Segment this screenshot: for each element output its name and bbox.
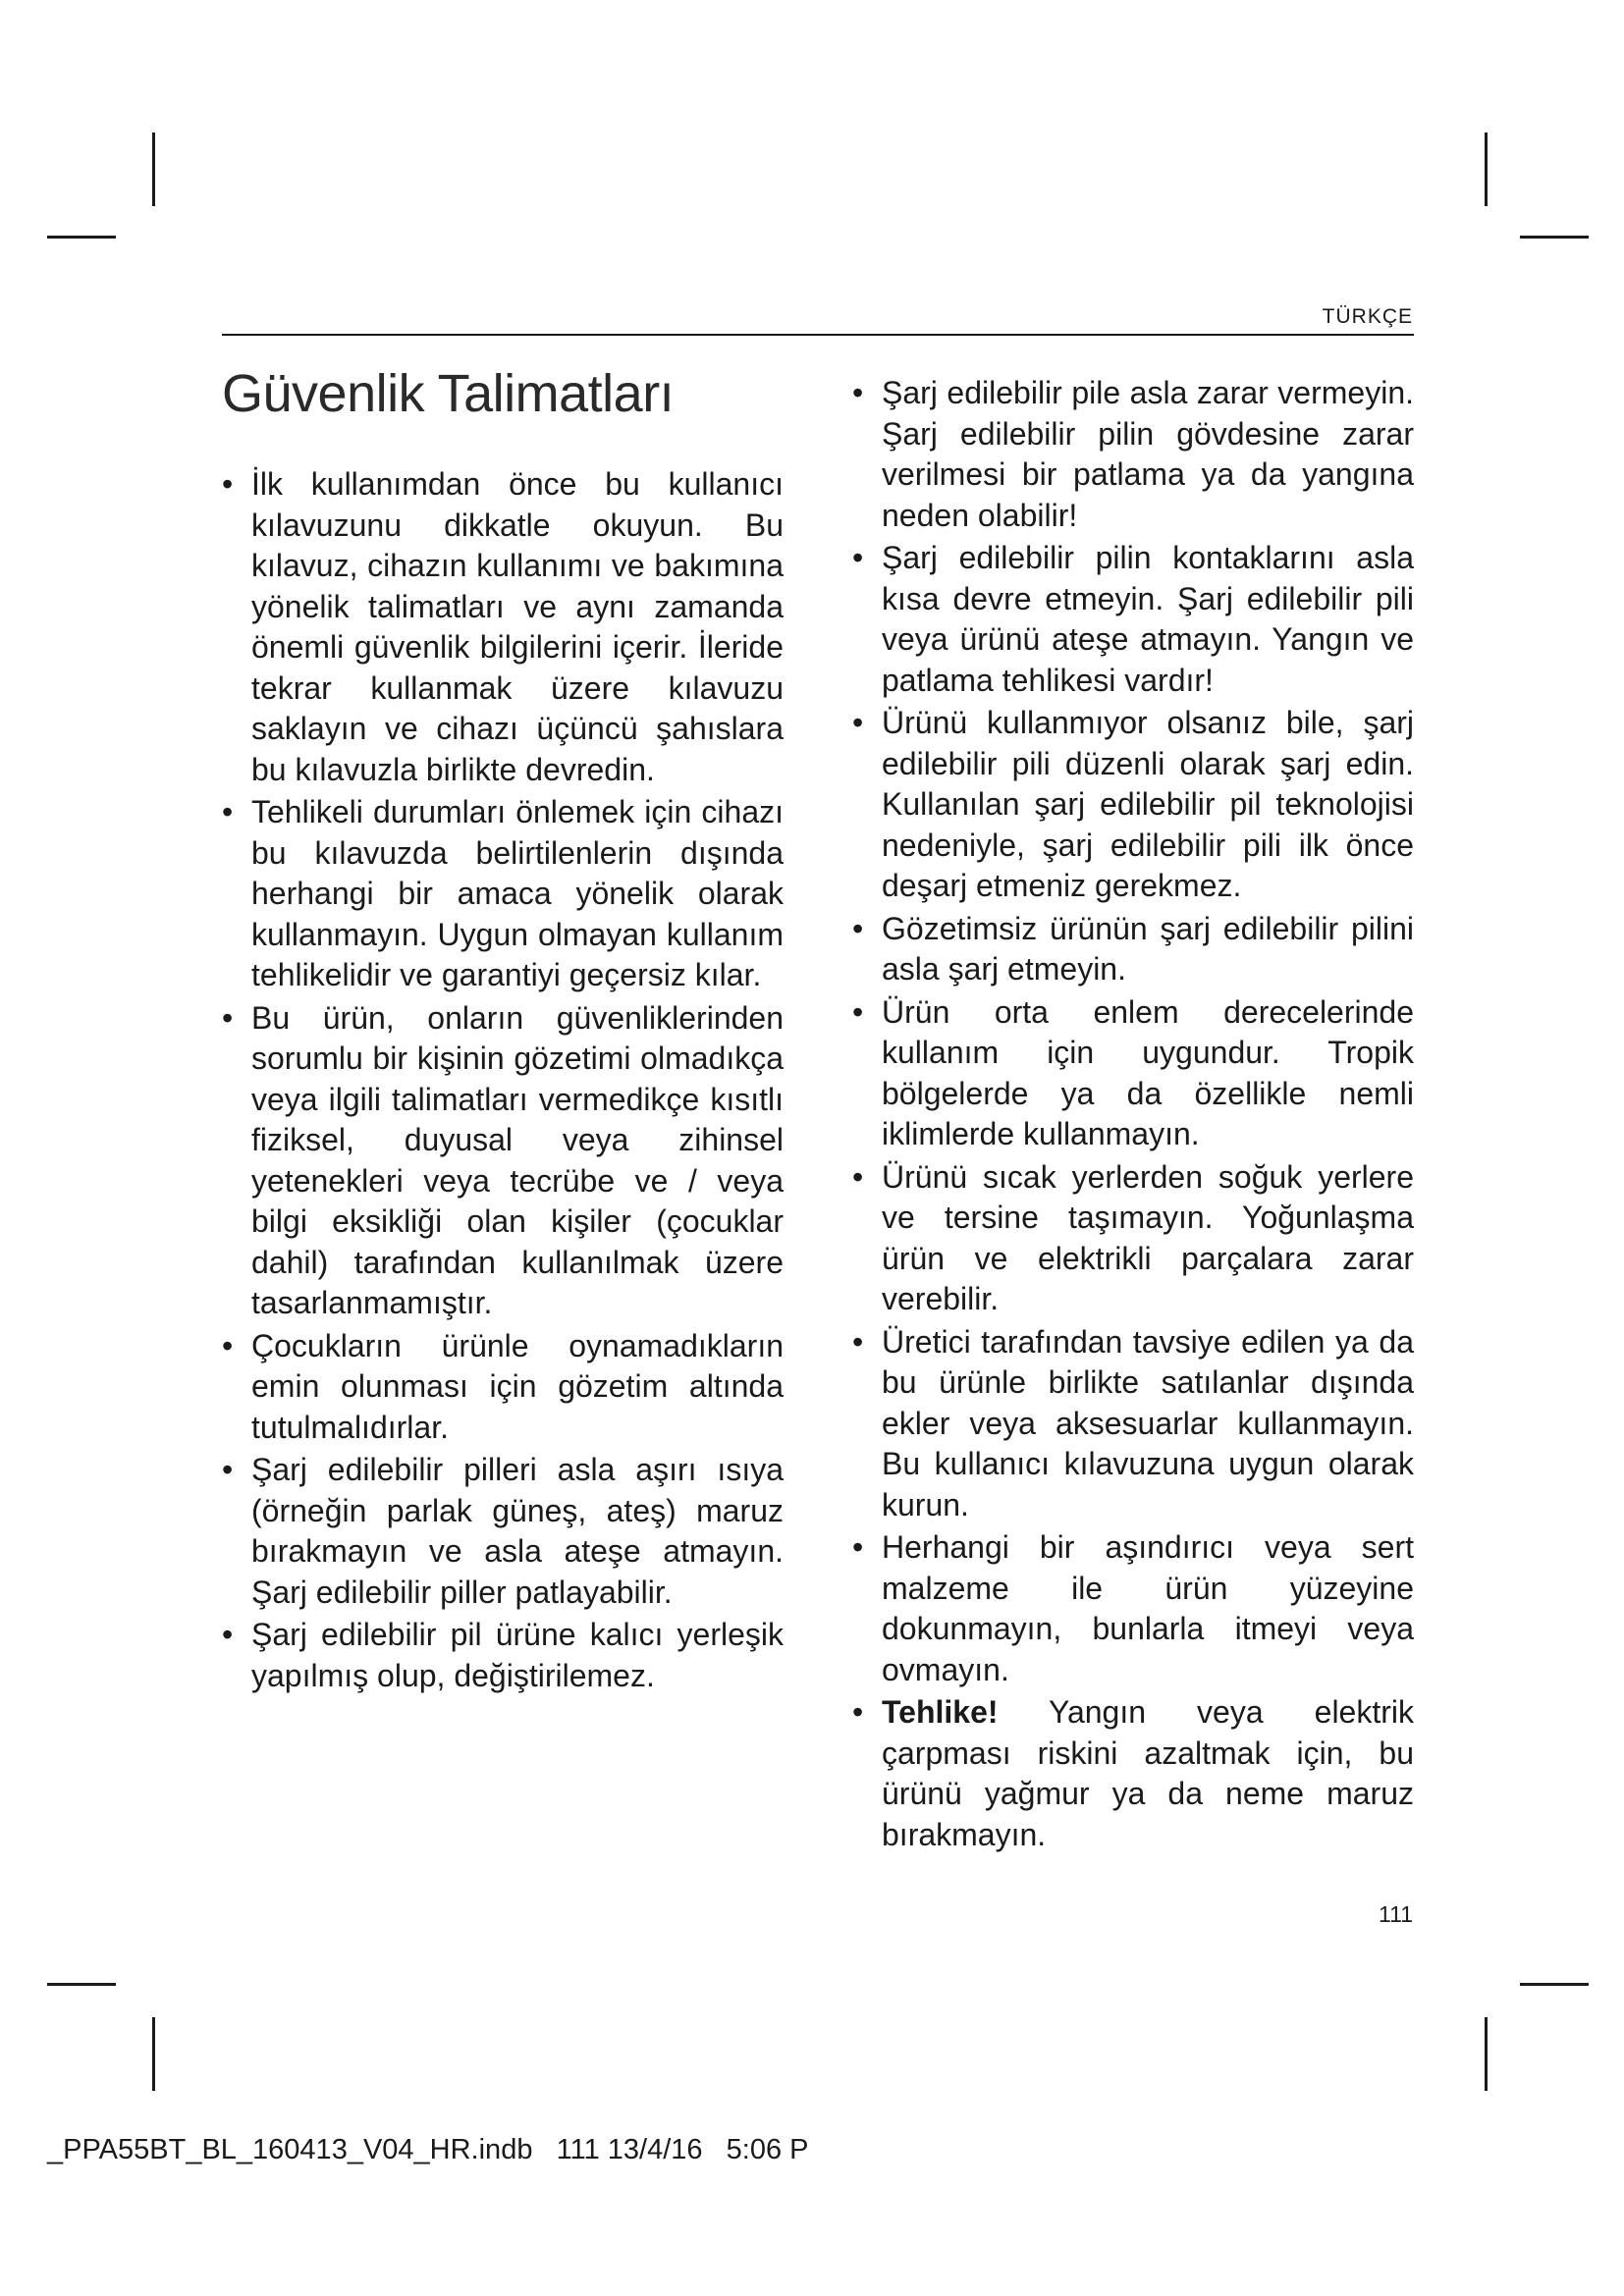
bullet-icon: • (222, 1617, 234, 1652)
bullet-icon: • (852, 1323, 864, 1360)
list-item (852, 703, 1414, 907)
list-item (852, 909, 1414, 990)
crop-mark-bottom-left-vertical (152, 2017, 155, 2091)
list-item-text: Çocukların ürünle oynamadıkların emin olunması için gözetim altında tutulmalıdırlar. (251, 1327, 784, 1445)
bullet-icon: • (852, 1694, 864, 1730)
list-item (222, 464, 784, 790)
crop-mark-top-right-horizontal (1520, 236, 1589, 239)
list-item (852, 1527, 1414, 1690)
bullet-icon: • (852, 705, 864, 740)
list-item (222, 792, 784, 996)
list-item-text: Ürünü sıcak yerlerden soğuk yerlere ve tersine taşımayın. Yoğunlaşma ürün ve elektrikli parçalara zarar verebilir. (882, 1158, 1414, 1316)
bullet-icon: • (222, 794, 234, 829)
header-rule (222, 334, 1414, 336)
list-item (222, 1450, 784, 1613)
crop-mark-top-left-vertical (152, 133, 155, 206)
crop-mark-bottom-left-horizontal (47, 1983, 116, 1986)
bullet-icon: • (852, 910, 864, 946)
crop-mark-top-right-vertical (1485, 133, 1488, 206)
list-item (222, 998, 784, 1324)
bullet-icon: • (852, 1158, 864, 1195)
list-item-text: Şarj edilebilir pil ürüne kalıcı yerleşik yapılmış olup, değiştirilemez. (251, 1617, 784, 1693)
bullet-icon: • (852, 540, 864, 575)
bullet-icon: • (222, 999, 234, 1036)
list-item (852, 1157, 1414, 1320)
list-item (222, 1615, 784, 1696)
list-item-text: Şarj edilebilir pilleri asla aşırı ısıya (örneğin parlak güneş, ateş) maruz bırakmayın ve asla ateşe atmayın. Şarj edilebilir piller patlayabilir. (251, 1452, 784, 1610)
language-label: TÜRKÇE (1322, 305, 1413, 328)
list-item-text: Tehlikeli durumları önlemek için cihazı bu kılavuzda belirtilenlerin dışında herhangi bir amaca yönelik olarak kullanmayın. Uygun olmayan kullanım tehlikelidir ve garantiyi geçersiz kılar. (251, 794, 784, 992)
print-slug-footer: _PPA55BT_BL_160413_V04_HR.indb 111 13/4/16 5:06 P (47, 2134, 809, 2165)
bullet-icon: • (222, 1452, 234, 1487)
list-item (852, 1322, 1414, 1526)
danger-label: Tehlike! (882, 1694, 999, 1730)
list-item-text: Şarj edilebilir pile asla zarar vermeyin. Şarj edilebilir pilin gövdesine zarar verilmesi bir patlama ya da yangına neden olabilir! (882, 375, 1414, 533)
bullet-icon: • (852, 993, 864, 1030)
crop-mark-top-left-horizontal (47, 236, 116, 239)
list-item-text: Bu ürün, onların güvenliklerinden sorumlu bir kişinin gözetimi olmadıkça veya ilgili talimatları vermedikçe kısıtlı fiziksel, duyusal veya zihinsel yetenekleri veya tecrübe ve / veya bilgi eksikliği olan kişiler (çocuklar dahil) tarafından kullanılmak üzere tasarlanmamıştır. (251, 999, 784, 1320)
danger-text: Yangın veya elektrik çarpması riskini azaltmak için, bu ürünü yağmur ya da neme maruz bırakmayın. (882, 1694, 1414, 1852)
list-item-text: Üretici tarafından tavsiye edilen ya da bu ürünle birlikte satılanlar dışında ekler veya aksesuarlar kullanmayın. Bu kullanıcı kılavuzuna uygun olarak kurun. (882, 1323, 1414, 1522)
list-item-text: Şarj edilebilir pilin kontaklarını asla kısa devre etmeyin. Şarj edilebilir pili veya ürünü ateşe atmayın. Yangın ve patlama tehlikesi vardır! (882, 540, 1414, 698)
list-item-text: Ürün orta enlem derecelerinde kullanım için uygundur. Tropik bölgelerde ya da özellikle nemli iklimlerde kullanmayın. (882, 993, 1414, 1151)
page-number: 111 (1379, 1901, 1413, 1927)
bullet-icon: • (222, 1327, 234, 1363)
list-item (852, 538, 1414, 701)
list-item-text: Ürünü kullanmıyor olsanız bile, şarj edilebilir pili düzenli olarak şarj edin. Kullanılan şarj edilebilir pil teknolojisi nedeniyle, şarj edilebilir pili ilk önce deşarj etmeniz gerekmez. (882, 705, 1414, 903)
bullet-icon: • (222, 466, 234, 502)
list-item-text: Gözetimsiz ürünün şarj edilebilir pilini asla şarj etmeyin. (882, 910, 1414, 987)
list-item-text: Herhangi bir aşındırıcı veya sert malzeme ile ürün yüzeyine dokunmayın, bunlarla itmeyi veya ovmayın. (882, 1529, 1414, 1687)
left-column-list (222, 464, 784, 1698)
crop-mark-bottom-right-vertical (1485, 2017, 1488, 2091)
list-item-text: İlk kullanımdan önce bu kullanıcı kılavuzunu dikkatle okuyun. Bu kılavuz, cihazın kullanımı ve bakımına yönelik talimatları ve aynı zamanda önemli güvenlik bilgilerini içerir. İleride tekrar kullanmak üzere kılavuzu saklayın ve cihazı üçüncü şahıslara bu kılavuzla birlikte devredin. (251, 466, 784, 787)
list-item (852, 992, 1414, 1155)
right-column-list (852, 373, 1414, 1857)
bullet-icon: • (852, 375, 864, 410)
page-title: Güvenlik Talimatları (222, 364, 675, 423)
list-item (222, 1326, 784, 1449)
list-item (852, 373, 1414, 536)
crop-mark-bottom-right-horizontal (1520, 1983, 1589, 1986)
danger-warning-item (852, 1692, 1414, 1855)
bullet-icon: • (852, 1529, 864, 1565)
